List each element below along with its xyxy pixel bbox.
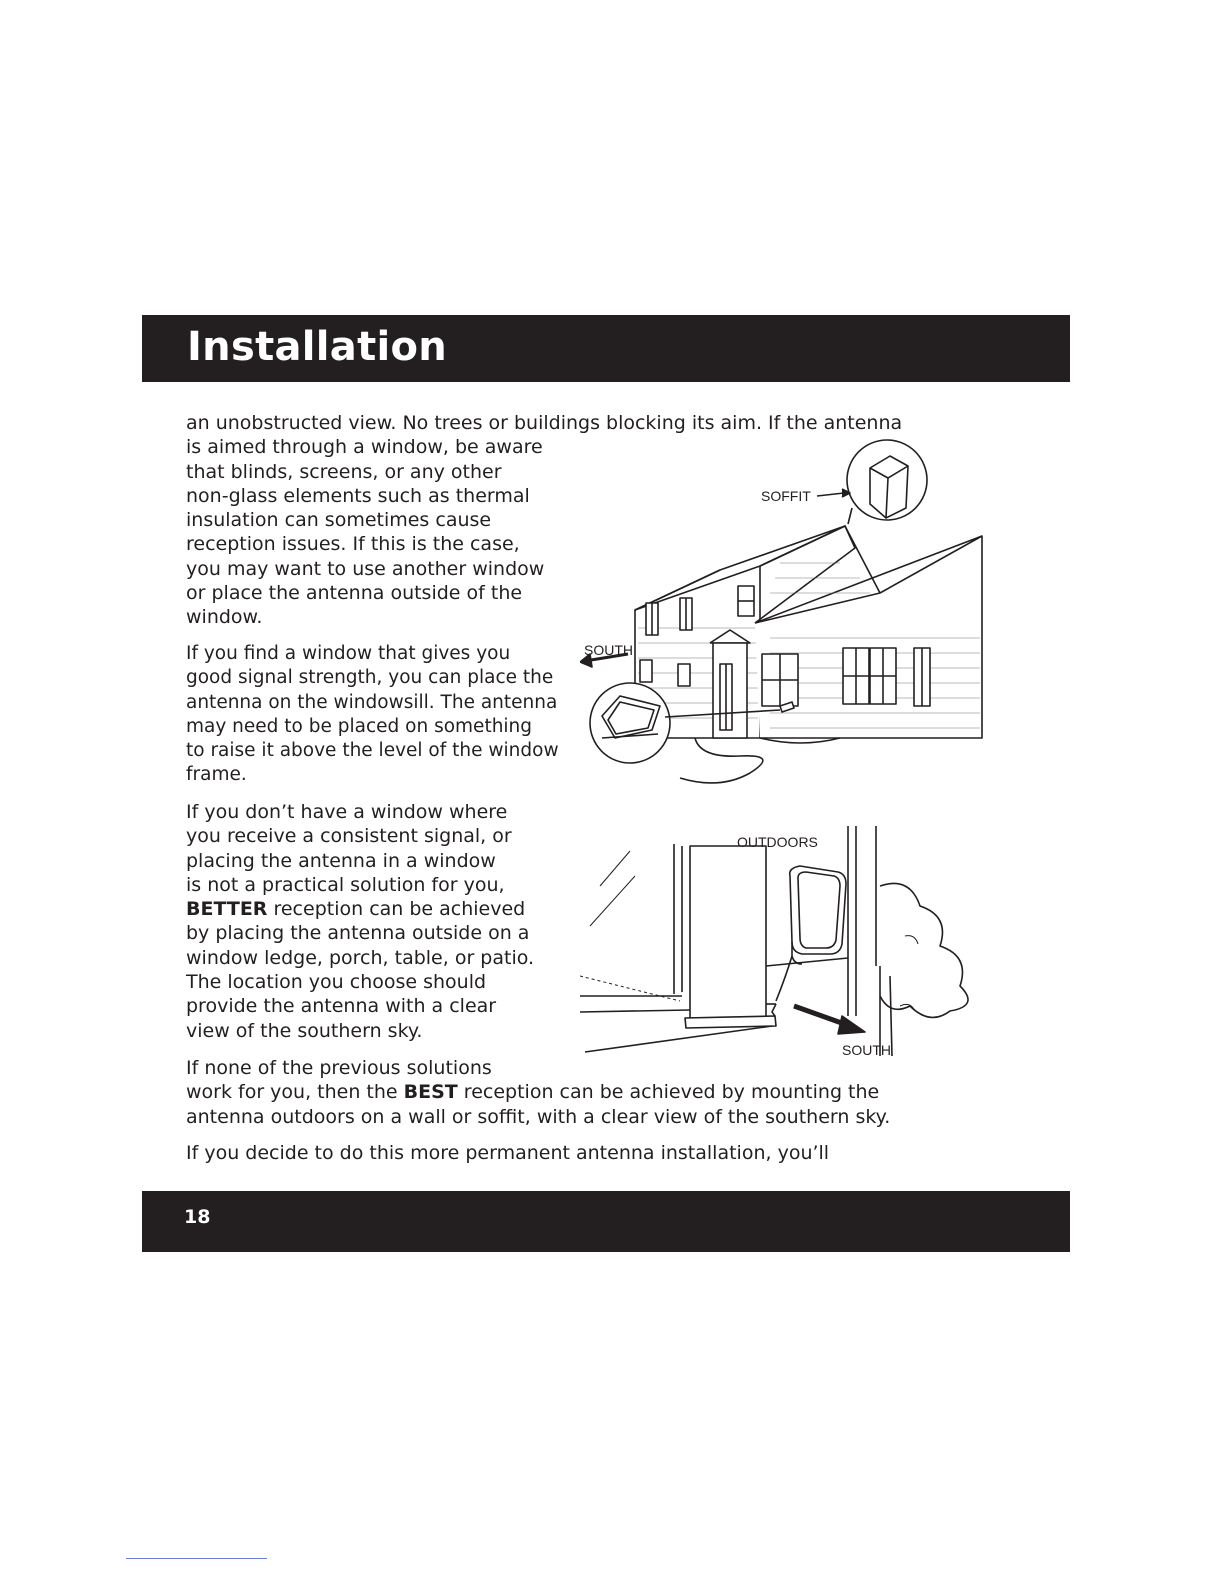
text-run: reception can be achieved — [267, 898, 526, 921]
text-line: you may want to use another window — [186, 557, 545, 580]
text-run: reception can be achieved by mounting the — [457, 1081, 880, 1104]
text-line: by placing the antenna outside on a — [186, 922, 530, 945]
text-line: frame. — [186, 764, 247, 786]
soffit-label: SOFFIT — [761, 488, 811, 504]
outdoors-label: OUTDOORS — [737, 834, 818, 850]
text-line: you receive a consistent signal, or — [186, 825, 512, 848]
section-header-bar — [142, 315, 1070, 382]
text-line: If you decide to do this more permanent antenna installation, you’ll — [186, 1142, 830, 1164]
text-line: to raise it above the level of the window — [186, 740, 559, 762]
section-title: Installation — [187, 324, 448, 370]
text-line: If you find a window that gives you — [186, 643, 511, 664]
text-line: insulation can sometimes cause — [186, 509, 492, 532]
text-run: work for you, then the — [186, 1081, 404, 1104]
emphasis-better: BETTER — [186, 898, 268, 921]
text-line: placing the antenna in a window — [186, 849, 496, 872]
outdoors-antenna-illustration — [580, 826, 985, 1066]
paragraph-outdoors-better — [186, 800, 534, 1043]
south-label-house: SOUTH — [584, 642, 633, 658]
text-line: an unobstructed view. No trees or buildings blocking its aim. If the antenna — [186, 412, 903, 434]
text-line: good signal strength, you can place the — [186, 667, 554, 689]
text-line — [186, 1080, 890, 1104]
text-line: antenna on the windowsill. The antenna — [186, 691, 558, 713]
emphasis-best: BEST — [403, 1081, 458, 1104]
paragraph-windowsill — [186, 642, 559, 788]
text-line: If you don’t have a window where — [186, 801, 508, 823]
corner-link-underline — [126, 1558, 267, 1559]
text-line: provide the antenna with a clear — [186, 995, 497, 1018]
south-label-outdoors: SOUTH — [842, 1042, 891, 1058]
text-line: The location you choose should — [186, 971, 487, 994]
text-line: non-glass elements such as thermal — [186, 484, 530, 507]
text-line: window ledge, porch, table, or patio. — [186, 946, 535, 969]
text-line: window. — [186, 606, 263, 629]
text-line: that blinds, screens, or any other — [186, 460, 502, 483]
text-line: is not a practical solution for you, — [186, 873, 505, 896]
page-number: 18 — [184, 1206, 211, 1228]
text-line: or place the antenna outside of the — [186, 582, 523, 605]
text-line: may need to be placed on something — [186, 715, 533, 737]
text-line: antenna outdoors on a wall or soffit, with a clear view of the southern sky. — [186, 1105, 891, 1128]
paragraph-permanent-install — [186, 1141, 829, 1165]
text-line: reception issues. If this is the case, — [186, 533, 520, 556]
text-line: If none of the previous solutions — [186, 1057, 492, 1079]
text-line — [186, 897, 534, 921]
paragraph-outdoors-best — [186, 1056, 890, 1129]
text-line: is aimed through a window, be aware — [186, 436, 543, 459]
page-footer-bar — [142, 1191, 1070, 1252]
text-line: view of the southern sky. — [186, 1019, 423, 1042]
